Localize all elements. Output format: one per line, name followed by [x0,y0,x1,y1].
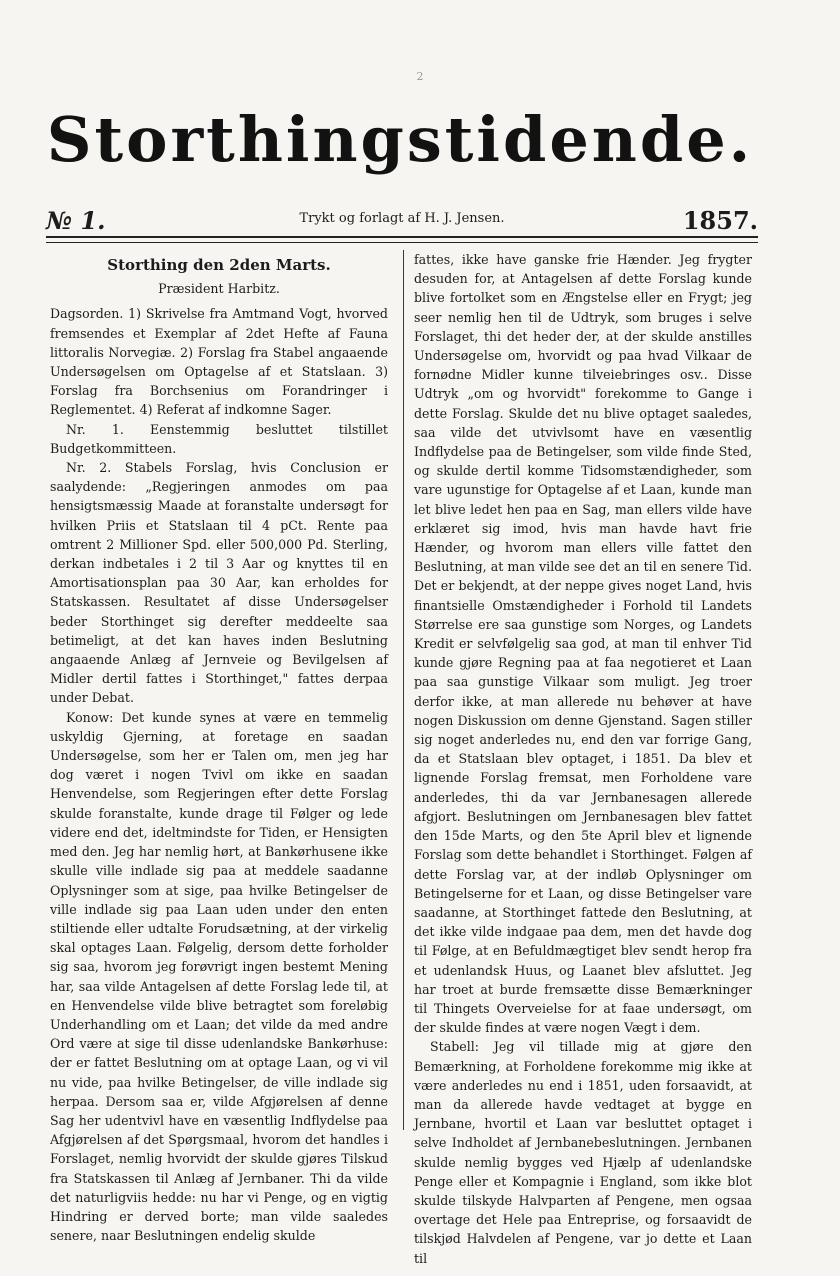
imprint: Trykt og forlagt af H. J. Jensen. [299,211,505,226]
page-number: 2 [416,70,424,83]
konow-speech: Konow: Det kunde synes at være en temmelig uskyldig Gjerning, at foretage en saadan Undersøgelse, som her er Talen om, men jeg har dog været i nogen Tvivl om ikke en saadan Henvendelse, som Regjeringen efter dette Forslag skulde foranstalte, kunde drage til Følger og lede videre end det, ideltmindste for Tiden, er Hensigten med den. Jeg har nemlig hørt, at Bankørhusene ikke skulle ville indlade sig paa at meddele saadanne Oplysninger som at sige, paa hvilke Betingelser de ville indlade sig paa Laan uden under den enten stiltiende eller udtalte Forudsætning, at der virkelig skal optages Laan. Følgelig, dersom dette forholder sig saa, hvorom jeg forøvrigt ingen bestemt Mening har, saa vilde Antagelsen af dette Forslag lede til, at en Henvendelse vilde blive betragtet som foreløbig Underhandling om et Laan; det vilde da med andre Ord være at sige til disse udenlandske Bankørhuse: der er fattet Beslutning om at optage Laan, og vi vil nu vide, paa hvilke Betingelser, de ville indlade sig herpaa. Dersom saa er, vilde Afgjørelsen af denne Sag her udentvivl have en væsentlig Indflydelse paa Afgjørelsen af det Spørgsmaal, hvorom det handles i Forslaget, nemlig hvorvidt der skulde gjøres Tilskud fra Statskassen til Anlæg af Jernbaner. Thi da vilde det naturligviis hedde: nu har vi Penge, og en vigtig Hindring er derved borte; man vilde saaledes senere, naar Beslutningen endelig skulde [50,709,388,1244]
president-line: Præsident Harbitz. [158,281,280,297]
right-column [414,250,752,1268]
session-heading: Storthing den 2den Marts. [107,256,331,274]
item-1-paragraph: Nr. 1. Eenstemmig besluttet tilstillet Budgetkommitteen. [50,421,388,456]
item-2-paragraph: Nr. 2. Stabels Forslag, hvis Conclusion er saalydende: „Regjeringen anmodes om paa hensigtsmæssig Maade at foranstalte undersøgt for hvilken Priis et Statslaan til 4 pCt. Rente paa omtrent 2 Millioner Spd. eller 500,000 Pd. Sterling, derkan indbetales i 2 til 3 Aar og knyttes til en Amortisationsplan paa 30 Aar, kan erholdes for Statskassen. Resultatet af disse Undersøgelser beder Storthinget sig derefter meddeelte saa betimeligt, at det kan haves inden Beslutning angaaende Anlæg af Jernveie og Bevilgelsen af Midler dertil fattes i Storthinget," fattes derpaa under Debat. [50,460,388,706]
issue-bar [46,206,758,235]
column-divider [403,250,404,1130]
issue-number: № 1. [46,206,106,235]
header-rule [46,236,758,243]
issue-year: 1857. [682,206,758,235]
konow-speech-continued: fattes, ikke have ganske frie Hænder. Jeg frygter desuden for, at Antagelsen af dette Forslag kunde blive fortolket som en Ængstelse eller en Frygt; jeg seer nemlig hen til de Udtryk, som bruges i selve Forslaget, thi det heder der, at der skulde anstilles Undersøgelse om, hvorvidt og paa hvad Vilkaar de fornødne Midler kunne tilveiebringes osv.. Disse Udtryk „om og hvorvidt" forekomme to Gange i dette Forslag. Skulde det nu blive optaget saaledes, saa vilde det utvivlsomt have en væsentlig Indflydelse paa de Betingelser, som vilde finde Sted, og skulde dertil komme Tidsomstændigheder, som vare ugunstige for Optagelse af et Laan, kunde man let blive ledet hen paa en Sag, man ellers vilde have erklæret sig imod, hvis man havde havt frie Hænder, og hvorom man ellers ville fattet den Beslutning, at man vilde see det an til en senere Tid. Det er bekjendt, at der neppe gives noget Land, hvis finantsielle Omstændigheder i Forhold til Landets Størrelse ere saa gunstige som Norges, og Landets Kredit er selvfølgelig saa god, at man til enhver Tid kunde gjøre Regning paa at faa negotieret et Laan paa saa gunstige Vilkaar som muligt. Jeg troer derfor ikke, at man allerede nu behøver at have nogen Diskussion om denne Gjenstand. Sagen stiller sig noget anderledes nu, end den var forrige Gang, da et Statslaan blev optaget, i 1851. Da blev et lignende Forslag fremsat, men Forholdene vare anderledes, thi da var Jernbanesagen allerede afgjort. Beslutningen om Jernbanesagen blev fattet den 15de Marts, og den 5te April blev et lignende Forslag som dette behandlet i Storthinget. Følgen af dette Forslag var, at der indløb Oplysninger om Betingelserne for et Laan, og disse Betingelser vare saadanne, at Storthinget fattede den Beslutning, at det ikke vilde indgaae paa dem, men det havde dog til Følge, at en Befuldmægtiget blev sendt herop fra et udenlandsk Huus, og Laanet blev afsluttet. Jeg har troet at burde fremsætte disse Bemærkninger til Thingets Overveielse for at faae undersøgt, om der skulde findes at være nogen Vægt i dem. [414,252,752,1036]
stabell-speech: Stabell: Jeg vil tillade mig at gjøre den Bemærkning, at Forholdene forekomme mig ikke at være anderledes nu end i 1851, uden forsaavidt, at man da allerede havde vedtaget at bygge en Jernbane, hvortil et Laan var besluttet optaget i selve Indholdet af Jernbanebeslutningen. Jernbanen skulde nemlig bygges ved Hjælp af udenlandske Penge eller et Kompagnie i England, som ikke blot skulde tilskyde Halvparten af Pengene, men ogsaa overtage det Hele paa Entreprise, og forsaavidt de tilskjød Halvdelen af Pengene, var jo dette et Laan til [414,1039,752,1266]
agenda-paragraph: Dagsorden. 1) Skrivelse fra Amtmand Vogt, hvorved fremsendes et Exemplar af 2det Hefte af Fauna littoralis Norvegiæ. 2) Forslag fra Stabel angaaende Undersøgelsen om Optagelse af et Statslaan. 3) Forslag fra Borchsenius om Forandringer i Reglementet. 4) Referat af indkomne Sager. [50,306,388,418]
masthead-title: Storthingstidende. [46,103,754,176]
left-column [50,250,388,1245]
